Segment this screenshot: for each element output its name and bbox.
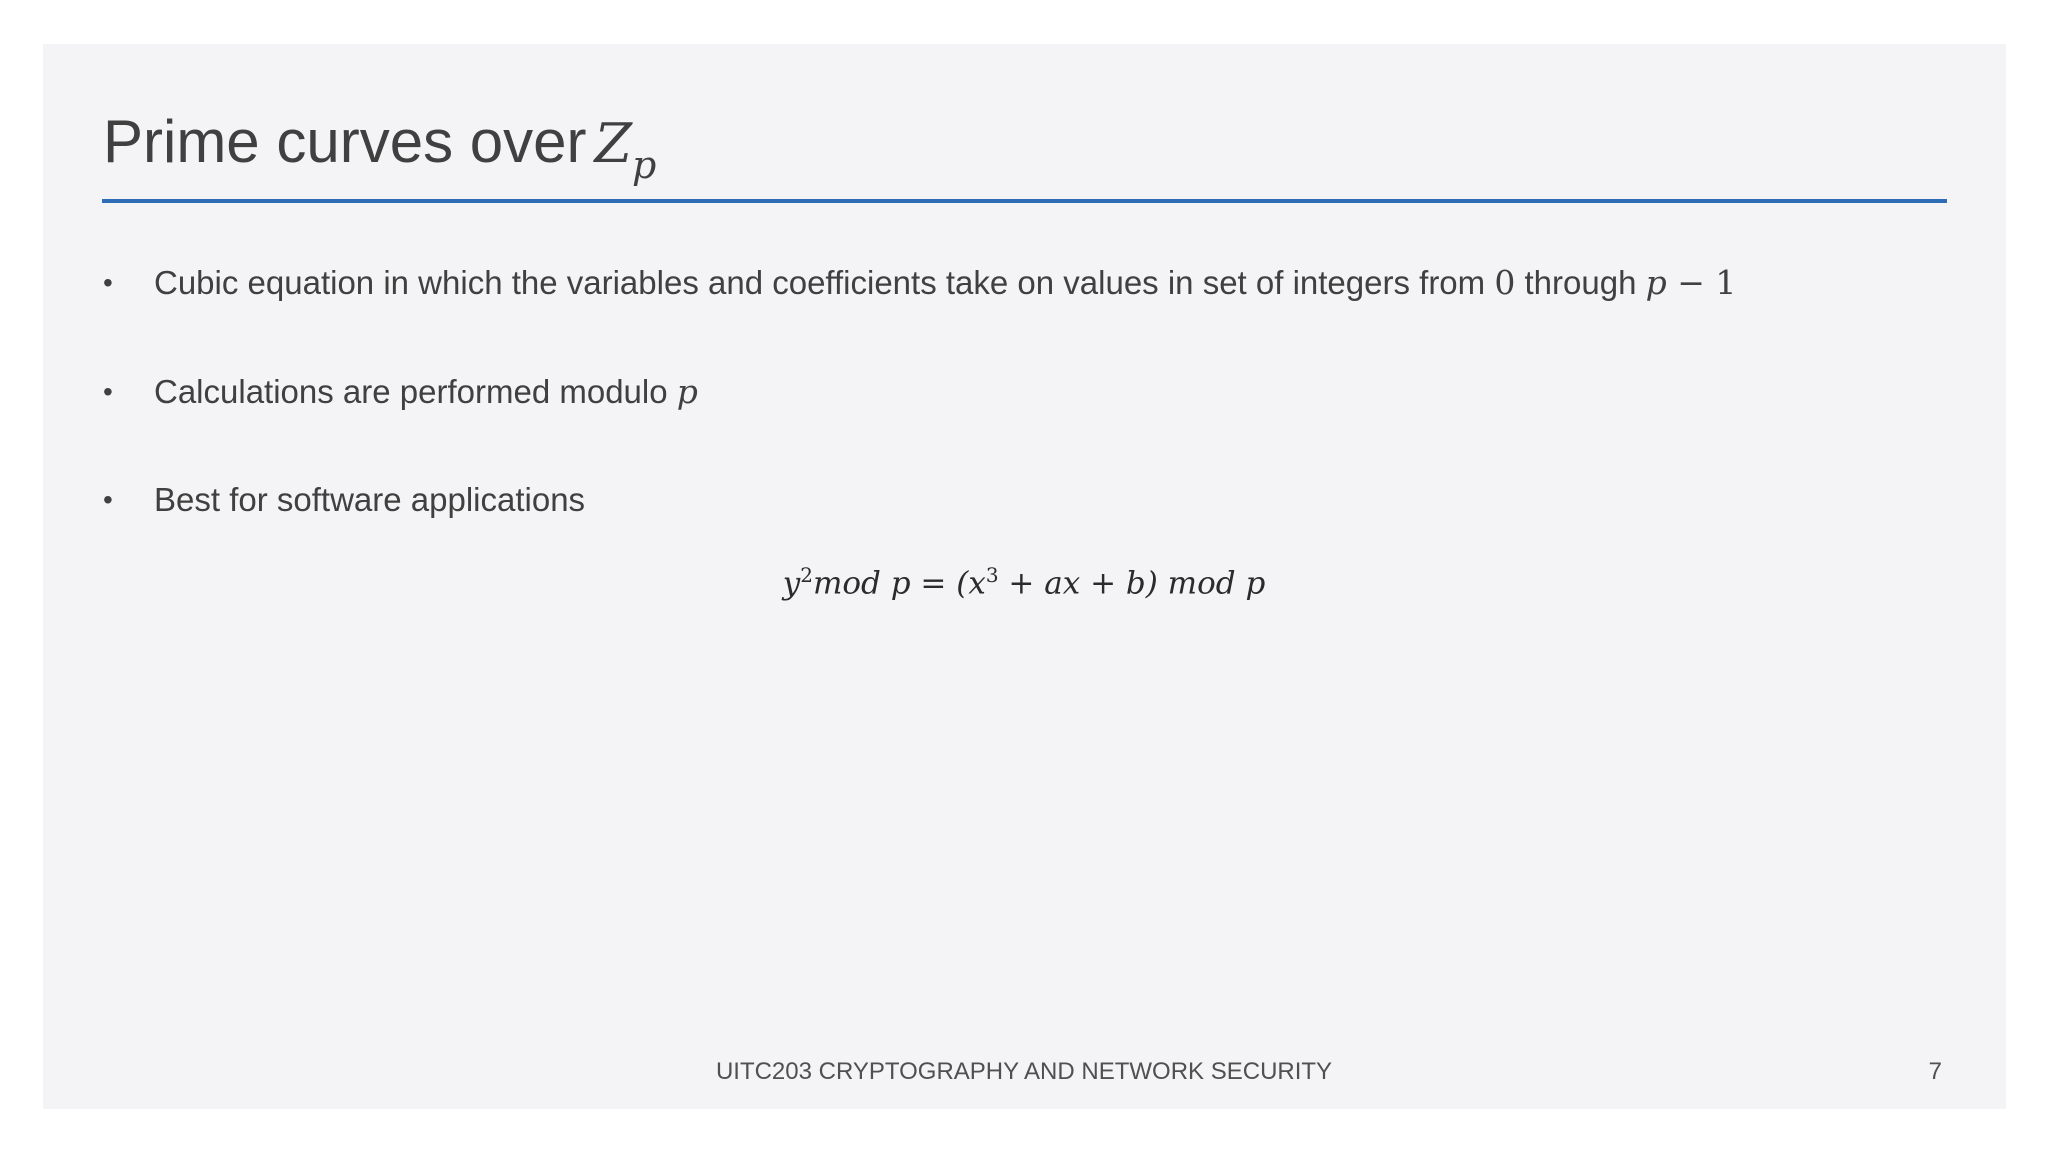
title-variable: Z (594, 112, 632, 175)
bullet-item-3 (103, 475, 1943, 525)
slide-footer: UITC203 CRYPTOGRAPHY AND NETWORK SECURITY (715, 1058, 1333, 1085)
title-text: Prime curves over (103, 108, 587, 175)
bullet-text-2: Calculations are performed modulo p (154, 372, 698, 411)
bullet-marker: • (103, 376, 113, 407)
page-number: 7 (1928, 1058, 1942, 1085)
bullet-marker: • (103, 267, 113, 298)
curve-equation: $y^2mod$ $p = (x^3$ + ax + b) mod p (782, 563, 1266, 602)
bullet-marker: • (103, 484, 113, 515)
bullet-text-3: Best for software applications (154, 481, 586, 518)
title-underline (102, 199, 1947, 203)
bullet-item-1 (103, 258, 1943, 308)
bullet-text-1: Cubic equation in which the variables and coefficients take on values in set of integers from 0 through p − 1 (154, 263, 1737, 302)
title-subscript: p (632, 143, 657, 187)
bullet-item-2 (103, 367, 1943, 417)
slide-title (103, 108, 657, 187)
